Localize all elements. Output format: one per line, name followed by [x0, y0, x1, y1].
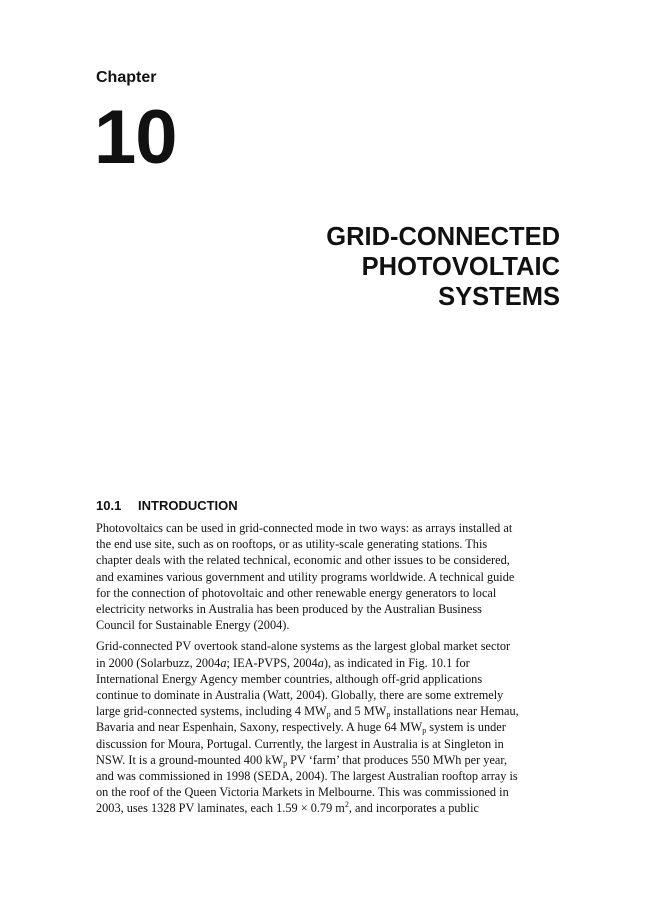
section-heading	[96, 497, 238, 515]
text-line: discussion for Moura, Portugal. Currently, the largest in Australia is at Singleton in	[96, 736, 504, 751]
text-line: Photovoltaics can be used in grid-connected mode in two ways: as arrays installed at	[96, 521, 513, 535]
paragraph	[96, 520, 576, 633]
text-line: and was commissioned in 1998 (SEDA, 2004). The largest Australian rooftop array is	[96, 769, 518, 784]
text-line: the end use site, such as on rooftops, or as utility-scale generating stations. This	[96, 537, 488, 552]
body-text	[96, 520, 576, 822]
text-line: electricity networks in Australia has been produced by the Australian Business	[96, 602, 482, 617]
chapter-label: Chapter	[96, 69, 157, 86]
chapter-title-line: SYSTEMS	[438, 283, 560, 311]
chapter-title	[140, 222, 560, 312]
text-line: NSW. It is a ground-mounted 400 $kW_p$ PV ‘farm’ that produces 550 MWh per year,	[96, 752, 508, 768]
text-line: in 2000 (Solarbuzz, 2004a; IEA-PVPS, 2004a), as indicated in Fig. 10.1 for	[96, 655, 470, 670]
text-line: 2003, uses 1328 PV laminates, each 1.59 × 0.79 $m^2$, and incorporates a public	[96, 800, 479, 816]
text-line: for the connection of photovoltaic and other renewable energy generators to local	[96, 585, 497, 600]
text-line: Grid-connected PV overtook stand-alone systems as the largest global market sector	[96, 639, 511, 654]
section-number: 10.1	[96, 498, 122, 513]
text-line: on the roof of the Queen Victoria Markets in Melbourne. This was commissioned in	[96, 785, 509, 800]
text-line: International Energy Agency member countries, although off-grid applications	[96, 671, 483, 686]
chapter-title-line: PHOTOVOLTAIC	[361, 253, 560, 281]
text-line: Council for Sustainable Energy (2004).	[96, 618, 290, 633]
chapter-title-line: GRID-CONNECTED	[326, 223, 560, 251]
paragraph	[96, 638, 576, 816]
text-line: chapter deals with the related technical, economic and other issues to be considered,	[96, 553, 510, 568]
text-line: Bavaria and near Espenhain, Saxony, respectively. A huge 64 $MW_p$ system is under	[96, 720, 506, 736]
text-line: continue to dominate in Australia (Watt, 2004). Globally, there are some extremely	[96, 688, 504, 703]
text-line: large grid-connected systems, including 4 $MW_p$ and 5 $MW_p$ installations near Hemau,	[96, 704, 519, 720]
section-title: INTRODUCTION	[138, 498, 238, 513]
text-line: and examines various government and utility programs worldwide. A technical guide	[96, 569, 515, 584]
chapter-number: 10	[94, 95, 177, 180]
